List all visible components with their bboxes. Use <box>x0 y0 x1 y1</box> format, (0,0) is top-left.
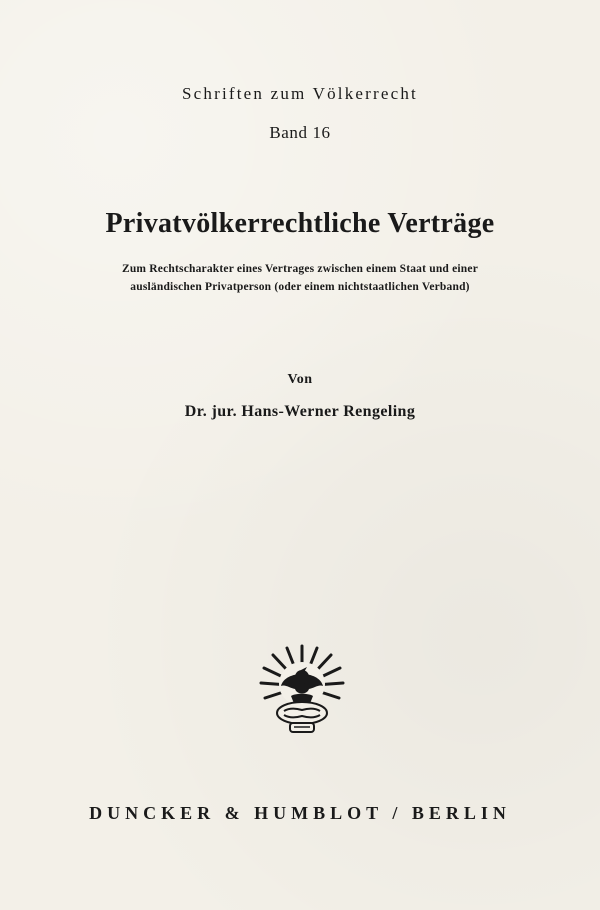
book-subtitle <box>0 260 600 296</box>
publisher-line: DUNCKER & HUMBLOT / BERLIN <box>89 803 511 823</box>
subtitle-line-2: ausländischen Privatperson (oder einem nichtstaatlichen Verband) <box>130 281 470 293</box>
publisher-logo-icon <box>259 640 345 736</box>
series-title: Schriften zum Völkerrecht <box>182 84 418 103</box>
volume-number: Band 16 <box>269 123 331 142</box>
subtitle-line-1: Zum Rechtscharakter eines Vertrages zwischen einem Staat und einer <box>121 263 479 275</box>
author-name: Dr. jur. Hans-Werner Rengeling <box>184 403 416 420</box>
book-title: Privatvölkerrechtliche Verträge <box>105 208 495 239</box>
by-label: Von <box>287 372 313 387</box>
